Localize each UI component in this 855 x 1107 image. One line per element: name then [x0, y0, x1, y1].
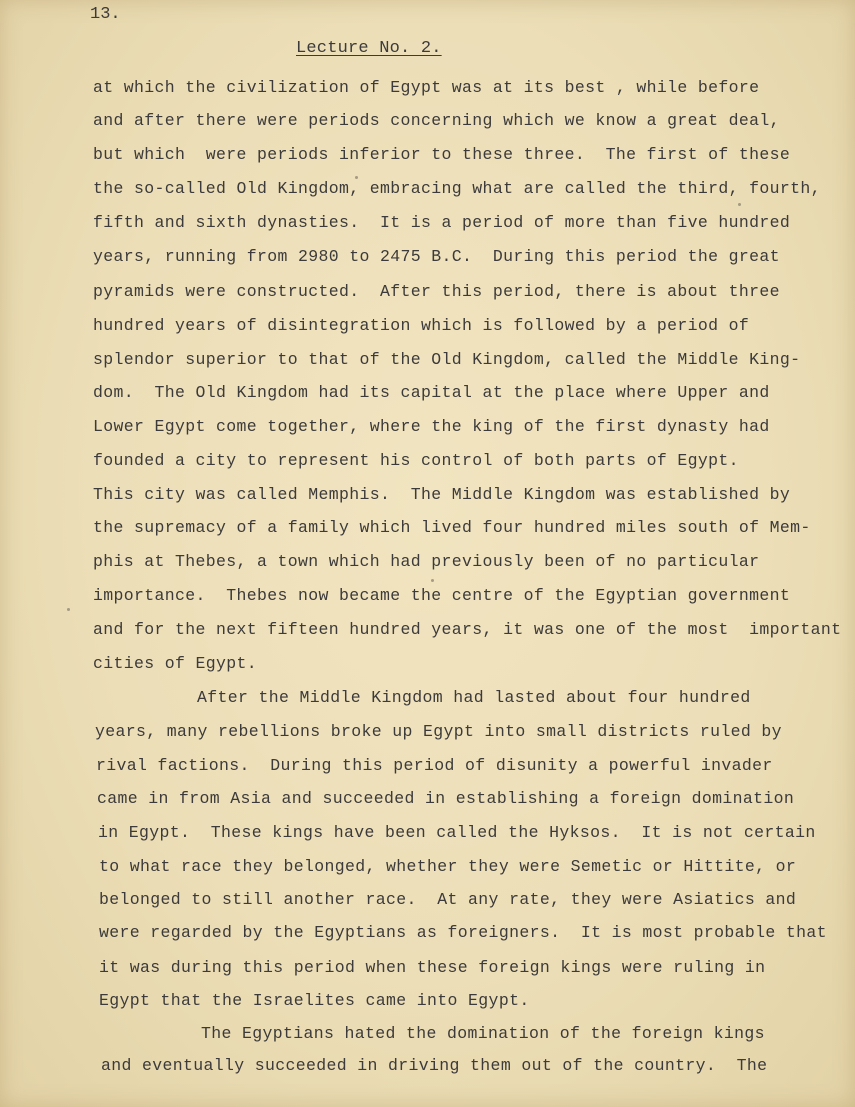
text-line: dom. The Old Kingdom had its capital at the place where Upper and	[93, 383, 770, 402]
text-line: hundred years of disintegration which is followed by a period of	[93, 316, 750, 335]
text-line: came in from Asia and succeeded in establishing a foreign domination	[97, 789, 795, 808]
paper-speck	[67, 608, 70, 611]
text-line: but which were periods inferior to these three. The first of these	[93, 145, 791, 164]
text-line: Egypt that the Israelites came into Egypt.	[99, 991, 530, 1010]
paper-speck	[738, 203, 741, 206]
text-line: The Egyptians hated the domination of the foreign kings	[201, 1024, 765, 1043]
text-line: Lower Egypt come together, where the king of the first dynasty had	[93, 417, 770, 436]
text-line: years, many rebellions broke up Egypt into small districts ruled by	[95, 722, 782, 741]
paper-speck	[431, 579, 434, 582]
text-line: cities of Egypt.	[93, 654, 258, 673]
lecture-heading: Lecture No. 2.	[296, 39, 442, 58]
paper-speck	[355, 176, 358, 179]
text-line: and after there were periods concerning which we know a great deal,	[93, 111, 780, 130]
text-line: and for the next fifteen hundred years, it was one of the most important	[93, 620, 842, 639]
text-line: at which the civilization of Egypt was at its best , while before	[93, 78, 760, 97]
text-line: to what race they belonged, whether they were Semetic or Hittite, or	[99, 857, 797, 876]
page-number: 13.	[90, 5, 121, 24]
text-line: years, running from 2980 to 2475 B.C. During this period the great	[93, 247, 780, 266]
text-line: This city was called Memphis. The Middle Kingdom was established by	[93, 485, 791, 504]
text-line: were regarded by the Egyptians as foreigners. It is most probable that	[99, 923, 827, 942]
text-line: the supremacy of a family which lived four hundred miles south of Mem-	[93, 518, 811, 537]
text-line: fifth and sixth dynasties. It is a period of more than five hundred	[93, 213, 791, 232]
text-line: and eventually succeeded in driving them out of the country. The	[101, 1056, 768, 1075]
text-line: founded a city to represent his control of both parts of Egypt.	[93, 451, 739, 470]
text-line: in Egypt. These kings have been called the Hyksos. It is not certain	[98, 823, 816, 842]
text-line: splendor superior to that of the Old Kingdom, called the Middle King-	[93, 350, 801, 369]
text-line: pyramids were constructed. After this period, there is about three	[93, 282, 780, 301]
text-line: rival factions. During this period of disunity a powerful invader	[96, 756, 773, 775]
text-line: After the Middle Kingdom had lasted about four hundred	[197, 688, 751, 707]
text-line: importance. Thebes now became the centre of the Egyptian government	[93, 586, 791, 605]
text-line: phis at Thebes, a town which had previously been of no particular	[93, 552, 760, 571]
text-line: it was during this period when these foreign kings were ruling in	[99, 958, 766, 977]
text-line: belonged to still another race. At any rate, they were Asiatics and	[99, 890, 797, 909]
text-line: the so-called Old Kingdom, embracing what are called the third, fourth,	[93, 179, 821, 198]
